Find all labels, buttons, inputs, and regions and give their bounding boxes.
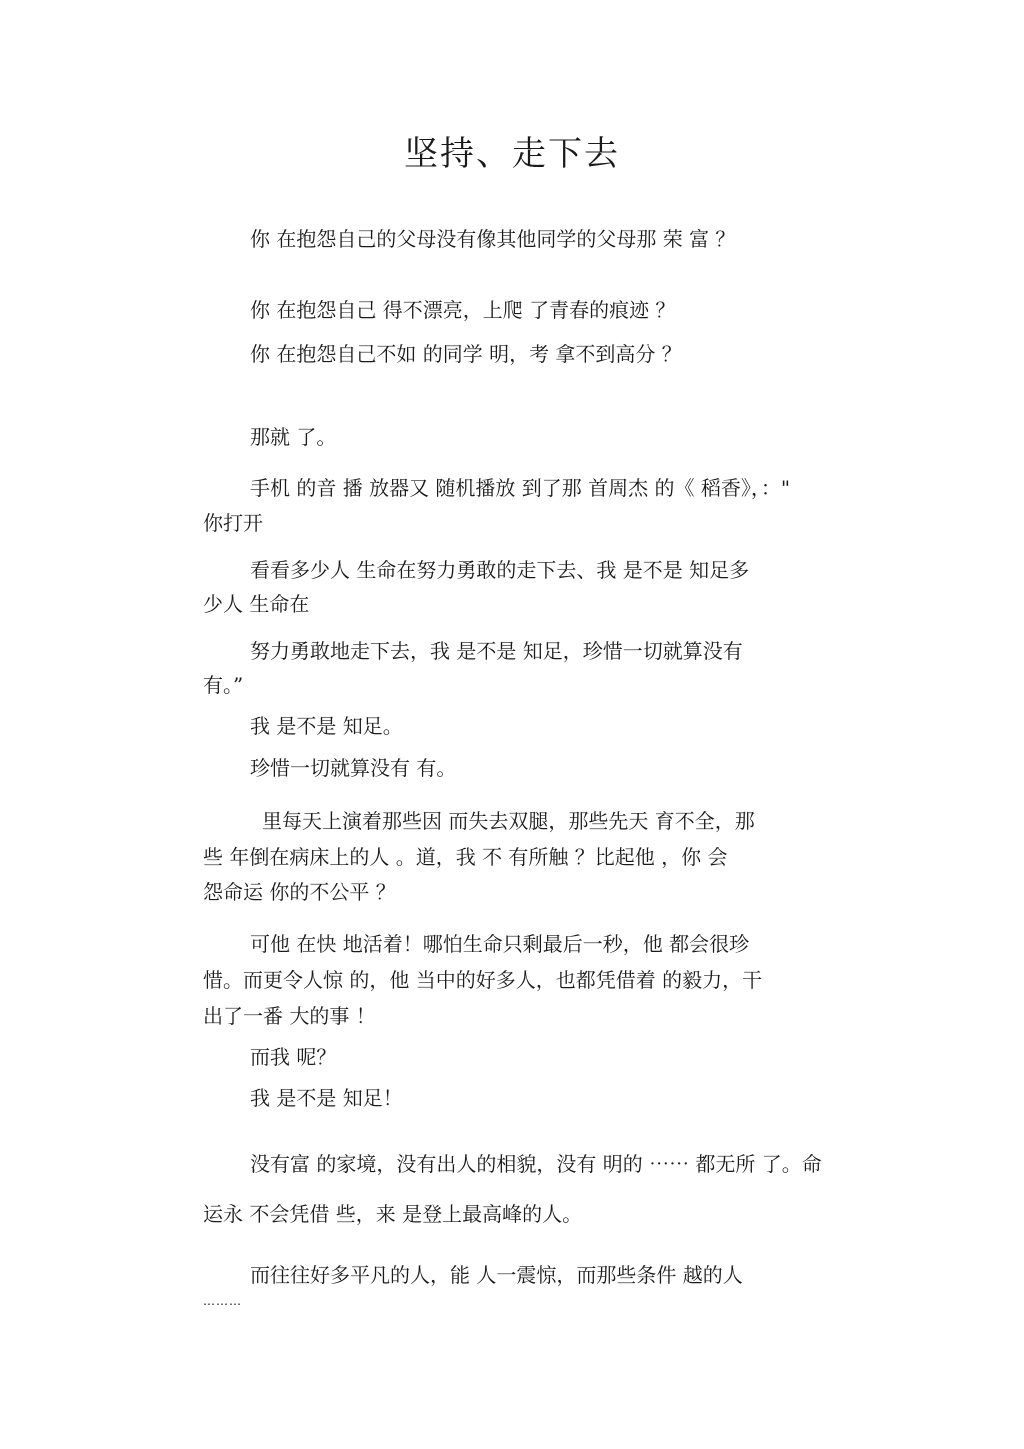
- text-line: 有。”: [203, 673, 244, 697]
- text-line: 我 是不是 知足！: [250, 1086, 403, 1110]
- text-line: 惜。而更令人惊 的，他 当中的好多人，也都凭借着 的毅力，干: [203, 968, 763, 992]
- text-line: 可他 在快 地活着！哪怕生命只剩最后一秒，他 都会很珍: [250, 932, 750, 956]
- document-title: 坚持、走下去: [404, 134, 620, 174]
- text-line: 而我 呢？: [250, 1045, 337, 1069]
- text-line: 些 年倒在病床上的人 。道，我 不 有所触 ？比起他 ，你 会: [203, 845, 728, 869]
- text-line: 珍惜一切就算没有 有。: [250, 756, 457, 780]
- text-line: 我 是不是 知足。: [250, 714, 403, 738]
- text-line: 少人 生命在: [203, 592, 310, 616]
- text-line: 怨命运 你的不公平 ？: [203, 880, 396, 904]
- text-line: 努力勇敢地走下去，我 是不是 知足，珍惜一切就算没有: [250, 639, 743, 663]
- text-line: 而往往好多平凡的人，能 人一震惊，而那些条件 越的人: [250, 1263, 743, 1287]
- text-line: 看看多少人 生命在努力勇敢的走下去、我 是不是 知足多: [250, 558, 750, 582]
- text-line: 没有富 的家境，没有出人的相貌，没有 明的 ⋯⋯ 都无所 了。命: [250, 1152, 822, 1176]
- text-line: 你 在抱怨自己的父母没有像其他同学的父母那 荣 富 ？: [250, 227, 736, 251]
- text-line: 那就 了。: [250, 425, 337, 449]
- text-line: 里每天上演着那些因 而失去双腿，那些先天 育不全，那: [262, 809, 755, 833]
- text-line: 你打开: [203, 511, 263, 535]
- text-line: 你 在抱怨自己不如 的同学 明，考 拿不到高分 ？: [250, 342, 682, 366]
- ellipsis-continuation: ⋯⋯⋯: [203, 1297, 242, 1311]
- text-line: 手机 的音 播 放器又 随机播放 到了那 首周杰 的《 稻香》，：": [250, 476, 791, 500]
- text-line: 你 在抱怨自己 得不漂亮，上爬 了青春的痕迹 ？: [250, 298, 676, 322]
- text-line: 运永 不会凭借 些，来 是登上最高峰的人。: [203, 1202, 583, 1226]
- text-line: 出了一番 大的事 ！: [203, 1004, 376, 1028]
